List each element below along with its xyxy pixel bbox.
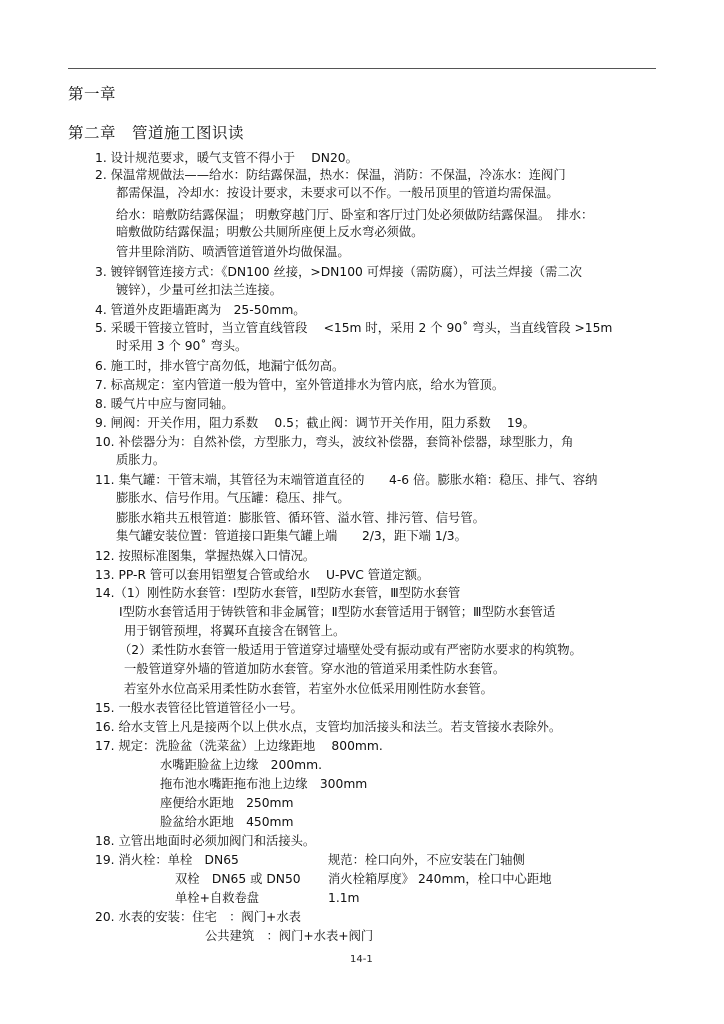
text-line: 给水：暗敷防结露保温； 明敷穿越门厅、卧室和客厅过门处必须做防结露保温。 排水： (116, 208, 594, 222)
text-line: 若室外水位高采用柔性防水套管，若室外水位低采用刚性防水套管。 (124, 682, 493, 696)
text-line: 14.（1）刚性防水套管：Ⅰ型防水套管，Ⅱ型防水套管，Ⅲ型防水套管 (95, 586, 461, 600)
text-line: 18. 立管出地面时必须加阀门和活接头。 (95, 834, 316, 848)
text-line: 9. 闸阀：开关作用，阻力系数 0.5；截止阀：调节开关作用，阻力系数 19。 (95, 416, 535, 430)
chapter-2-heading: 第二章 管道施工图识读 (68, 124, 245, 142)
text-line: Ⅰ型防水套管适用于铸铁管和非金属管；Ⅱ型防水套管适用于钢管；Ⅲ型防水套管适 (119, 605, 556, 619)
text-line: 17. 规定：洗脸盆（洗菜盆）上边缘距地 800mm. (95, 739, 383, 753)
text-line: 5. 采暖干管接立管时，当立管直线管段 <15m 时，采用 2 个 90˚ 弯头，当直线管段 >15m (95, 321, 613, 335)
text-line: 12. 按照标准图集，掌握热媒入口情况。 (95, 549, 316, 563)
text-line: 规范：栓口向外，不应安装在门轴侧 (328, 853, 525, 867)
text-line: 16. 给水支管上凡是接两个以上供水点，支管均加活接头和法兰。若支管接水表除外。 (95, 720, 562, 734)
text-line: 7. 标高规定：室内管道一般为管中，室外管道排水为管内底，给水为管顶。 (95, 378, 505, 392)
text-line: 2. 保温常规做法——给水：防结露保温，热水：保温，消防：不保温，冷冻水：连阀门 (95, 168, 566, 182)
text-line: 单栓+自救卷盘 (175, 891, 260, 905)
text-line: 脸盆给水距地 450mm (160, 815, 294, 829)
text-line: 11. 集气罐：干管末端，其管径为末端管道直径的 4-6 倍。膨胀水箱：稳压、排气、容纳 (95, 473, 598, 487)
chapter-1-heading: 第一章 (68, 85, 117, 103)
header-rule (68, 68, 656, 69)
text-line: 暗敷做防结露保温；明敷公共厕所座便上反水弯必须做。 (116, 225, 424, 239)
text-line: 10. 补偿器分为：自然补偿，方型胀力，弯头，波纹补偿器，套筒补偿器，球型胀力，角 (95, 435, 574, 449)
text-line: 6. 施工时，排水管宁高勿低，地漏宁低勿高。 (95, 359, 345, 373)
text-line: 4. 管道外皮距墙距离为 25-50mm。 (95, 303, 306, 317)
text-line: 消火栓箱厚度》 240mm，栓口中心距地 (328, 872, 552, 886)
page-number: 14-1 (350, 954, 373, 965)
text-line: 19. 消火栓：单栓 DN65 (95, 853, 239, 867)
text-line: 膨胀水、信号作用。气压罐：稳压、排气。 (116, 491, 350, 505)
text-line: 8. 暖气片中应与窗同轴。 (95, 397, 234, 411)
text-line: （2）柔性防水套管一般适用于管道穿过墙壁处受有振动或有严密防水要求的构筑物。 (119, 643, 582, 657)
text-line: 镀锌），少量可丝扣法兰连接。 (116, 283, 283, 297)
text-line: 时采用 3 个 90˚ 弯头。 (116, 339, 248, 353)
text-line: 15. 一般水表管径比管道管径小一号。 (95, 701, 303, 715)
text-line: 座便给水距地 250mm (160, 796, 294, 810)
text-line: 一般管道穿外墙的管道加防水套管。穿水池的管道采用柔性防水套管。 (124, 662, 506, 676)
text-line: 13. PP-R 管可以套用铝塑复合管或给水 U-PVC 管道定额。 (95, 568, 430, 582)
text-line: 水嘴距脸盆上边缘 200mm. (160, 758, 323, 772)
text-line: 都需保温，冷却水：按设计要求，未要求可以不作。一般吊顶里的管道均需保温。 (116, 186, 559, 200)
text-line: 拖布池水嘴距拖布池上边缘 300mm (160, 777, 368, 791)
text-line: 管井里除消防、喷洒管道管道外均做保温。 (116, 245, 350, 259)
text-line: 质胀力。 (116, 453, 166, 467)
text-line: 双栓 DN65 或 DN50 (175, 872, 301, 886)
text-line: 1. 设计规范要求，暖气支管不得小于 DN20。 (95, 151, 358, 165)
text-line: 公共建筑 ：阀门+水表+阀门 (205, 929, 374, 943)
text-line: 用于钢管预埋，将翼环直接含在钢管上。 (124, 624, 346, 638)
text-line: 膨胀水箱共五根管道：膨胀管、循环管、溢水管、排污管、信号管。 (116, 511, 485, 525)
text-line: 集气罐安装位置：管道接口距集气罐上端 2/3，距下端 1/3。 (116, 529, 467, 543)
text-line: 1.1m (328, 891, 360, 905)
text-line: 20. 水表的安装：住宅 ：阀门+水表 (95, 910, 301, 924)
text-line: 3. 镀锌钢管连接方式：《DN100 丝接，>DN100 可焊接（需防腐），可法兰焊接（需二次 (95, 265, 582, 279)
